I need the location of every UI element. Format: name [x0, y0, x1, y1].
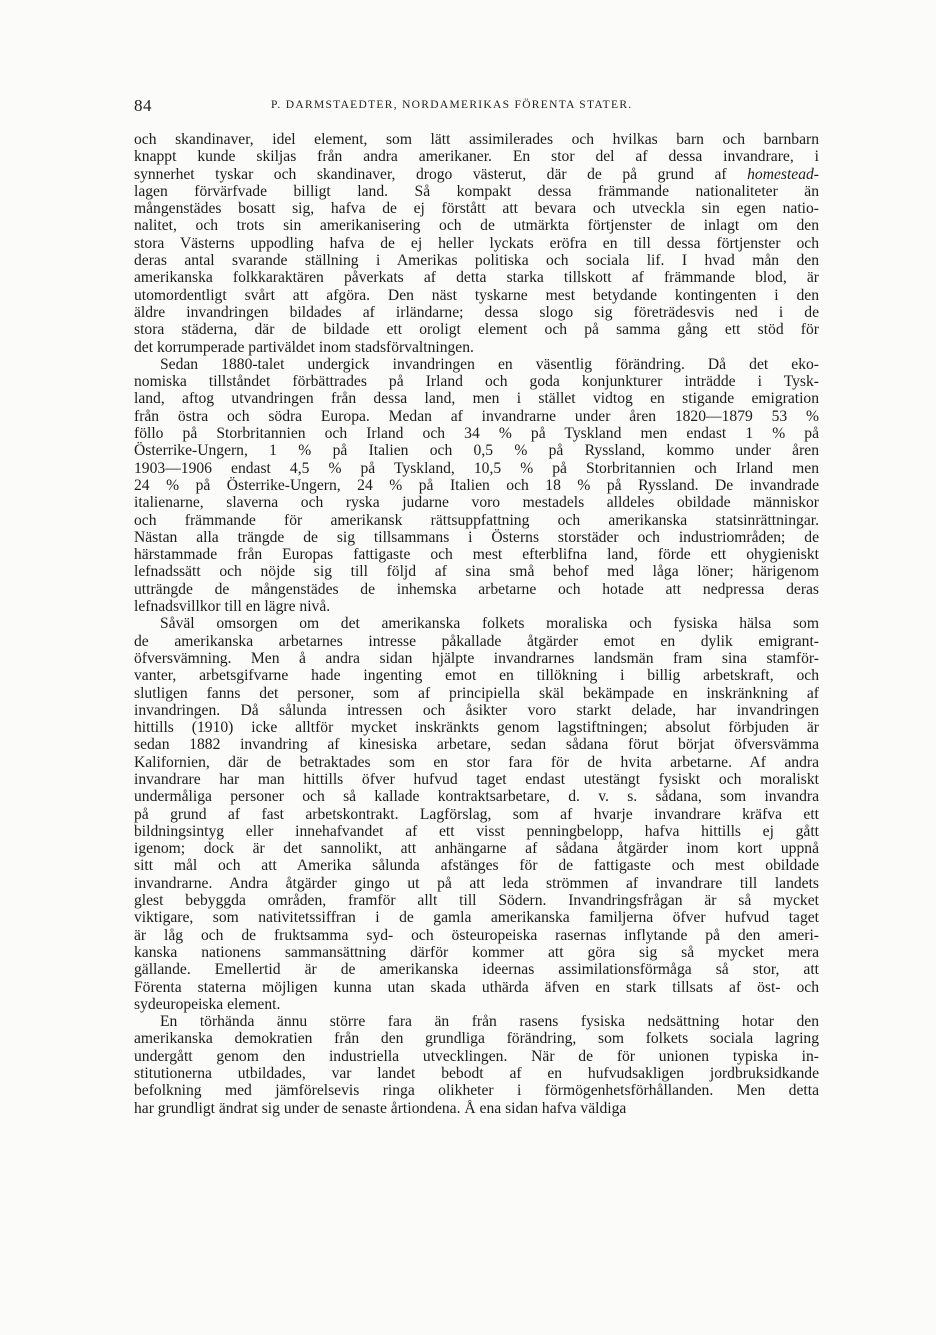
text-line: hittills (1910) icke alltför mycket inskränkts genom lagstiftningen; absolut förbjuden är: [134, 719, 819, 737]
text-line: En törhända ännu större fara än från rasens fysiska nedsättning hotar den: [160, 1013, 819, 1031]
text-line: de amerikanska arbetarnes intresse påkallade åtgärder emot en dylik emigrant-: [134, 632, 819, 650]
text-line: vanter, arbetsgifvarne hade ingenting emot en tillökning i billig arbetskraft, och: [134, 667, 819, 685]
text-line: och skandinaver, idel element, som lätt assimilerades och hvilkas barn och barnbarn: [134, 131, 819, 148]
text-line: synnerhet tyskar och skandinaver, drogo västerut, där de på grund af homestead-: [134, 165, 819, 183]
text-line: kanska nationens sammansättning därför kommer att göra sig så mycket mera: [134, 943, 819, 961]
text-line: glest bebyggda områden, framför allt till Södern. Invandringsfrågan är så mycket: [134, 892, 819, 910]
text-line: har grundligt ändrat sig under de senaste årtiondena. Å ena sidan hafva väldiga: [134, 1099, 627, 1117]
running-head: P. DARMSTAEDTER, NORDAMERIKAS FÖRENTA STATER.: [271, 99, 633, 111]
text-line: undermåliga personer och så kallade kontraktsarbetare, d. v. s. sådana, som invandra: [134, 788, 819, 806]
text-line: lagen förvärfvade billigt land. Så kompakt dessa främmande nationaliteter än: [134, 182, 819, 200]
text-line: äldre invandringen bildades af irländarne; dessa slogo sig företrädesvis ned i de: [134, 303, 819, 321]
text-line: invandrare har man hittills öfver hufvud taget endast utestängt fysiskt och moraliskt: [134, 770, 819, 788]
text-line: amerikanska demokratien från den grundliga förändring, som folkets sociala lagring: [134, 1030, 819, 1048]
text-line: nomiska tillståndet förbättrades på Irland och goda konjunkturer inträdde i Tysk-: [134, 373, 819, 391]
text-line: från östra och södra Europa. Medan af invandrarne under åren 1820—1879 53 %: [134, 407, 819, 425]
text-line: härstammade från Europas fattigaste och mest efterblifna land, förde ett ohygieniskt: [134, 546, 819, 564]
text-line: mångenstädes bosatt sig, hafva de ej förstått att bevara och utveckla sin egen natio-: [134, 200, 819, 218]
text-line: stora städerna, där de bildade ett oroligt element och på samma gång ett stöd för: [134, 321, 819, 339]
text-line: är låg och de fruktsamma syd- och östeuropeiska rasernas inflytande på den ameri-: [134, 926, 819, 944]
text-line: sedan 1882 invandring af kinesiska arbetare, sedan sådana förut börjat öfversvämma: [134, 736, 819, 754]
text-line: stora Västerns uppodling hafva de ej heller lyckats eröfra en till dessa förtjenster och: [134, 234, 819, 252]
text-line: gällande. Emellertid är de amerikanska ideernas assimilationsförmåga så stor, att: [134, 961, 819, 979]
text-line: lefnadsvillkor till en lägre nivå.: [134, 598, 331, 616]
text-line: Österrike-Ungern, 1 % på Italien och 0,5 % på Ryssland, kommo under åren: [134, 442, 819, 460]
text-line: Såväl omsorgen om det amerikanska folkets moraliska och fysiska hälsa som: [160, 615, 819, 633]
text-line: invandrarne. Andra åtgärder gingo ut på att leda strömmen af invandrare till landets: [134, 874, 819, 892]
text-line: stitutionerna utbildades, var landet bebodt af en hufvudsakligen jordbruksidkande: [134, 1065, 819, 1083]
text-line: viktigare, som nativitetssiffran i de gamla amerikanska familjerna öfver hufvud taget: [134, 909, 819, 927]
text-line: Kalifornien, där de betraktades som en stor fara för de hvita arbetarne. Af andra: [134, 753, 819, 771]
text-line: invandringen. Då sålunda intressen och åsikter voro starkt delade, har invandringen: [134, 701, 819, 719]
text-line: deras antal svarande ställning i Amerikas politiska och sociala lif. I hvad mån den: [134, 252, 819, 270]
text-line: öfversvämning. Men å andra sidan hjälpte invandrarnes landsmän fram sina stamför-: [134, 649, 819, 667]
body-text: [134, 131, 819, 1117]
text-line: Nästan alla trängde de sig tillsammans i Österns storstäder och industriområden; de: [134, 528, 819, 546]
text-line: 24 % på Österrike-Ungern, 24 % på Italien och 18 % på Ryssland. De invandrade: [134, 476, 819, 494]
text-line: sitt mål och att Amerika sålunda afstänges för de fattigaste och mest obildade: [134, 857, 819, 875]
text-line: lefnadssätt och nöjde sig till följd af sina små behof med låga löner; härigenom: [134, 563, 819, 581]
text-line: och främmande för amerikansk rättsuppfattning och amerikanska statsinrättningar.: [134, 511, 819, 529]
text-line: utträngde de mångenstädes de inhemska arbetarne och hotade att nedpressa deras: [134, 580, 819, 598]
text-line: sydeuropeiska element.: [134, 995, 281, 1013]
text-line: knappt kunde skiljas från andra amerikaner. En stor del af dessa invandrare, i: [134, 148, 819, 166]
text-line: amerikanska folkkaraktären påverkats af detta starka tillskott af främmande blod, är: [134, 269, 819, 287]
page-header: [134, 96, 819, 120]
text-line: land, aftog utvandringen från dessa land, men i stället vidtog en stigande emigration: [134, 390, 819, 408]
text-line: slutligen fanns det personer, som af principiella skäl bekämpade en inskränkning af: [134, 684, 819, 702]
text-line: Förenta staterna möjligen kunna utan skada uthärda äfven en stark tillsats af öst- och: [134, 978, 819, 996]
text-line: utomordentligt svårt att afgöra. Den näst tyskarne mest betydande kontingenten i den: [134, 286, 819, 304]
text-line: det korrumperade partiväldet inom stadsförvaltningen.: [134, 338, 474, 356]
text-line: Sedan 1880-talet undergick invandringen en väsentlig förändring. Då det eko-: [160, 355, 819, 373]
text-line: 1903—1906 endast 4,5 % på Tyskland, 10,5 % på Storbritannien och Irland men: [134, 459, 819, 477]
page-number: 84: [134, 96, 152, 115]
text-line: nalitet, och trots sin amerikanisering och de utmärkta förtjenster de inlagt om den: [134, 217, 819, 235]
text-line: föllo på Storbritannien och Irland och 34 % på Tyskland men endast 1 % på: [134, 425, 819, 443]
text-line: italienarne, slaverna och ryska judarne voro mestadels alldeles obildade människor: [134, 494, 819, 512]
text-line: på grund af fast arbetskontrakt. Lagförslag, som af hvarje invandrare kräfva ett: [134, 805, 819, 823]
text-line: befolkning med jämförelsevis ringa olikheter i förmögenhetsförhållanden. Men detta: [134, 1082, 819, 1100]
text-line: igenom; dock är det sannolikt, att anhängarne af sådana åtgärder inom kort uppnå: [134, 840, 819, 858]
text-line: undergått genom den industriella utvecklingen. När de för unionen typiska in-: [134, 1047, 819, 1065]
text-line: bildningsintyg eller innehafvandet af ett visst penningbelopp, hafva hittills ej gått: [134, 822, 819, 840]
